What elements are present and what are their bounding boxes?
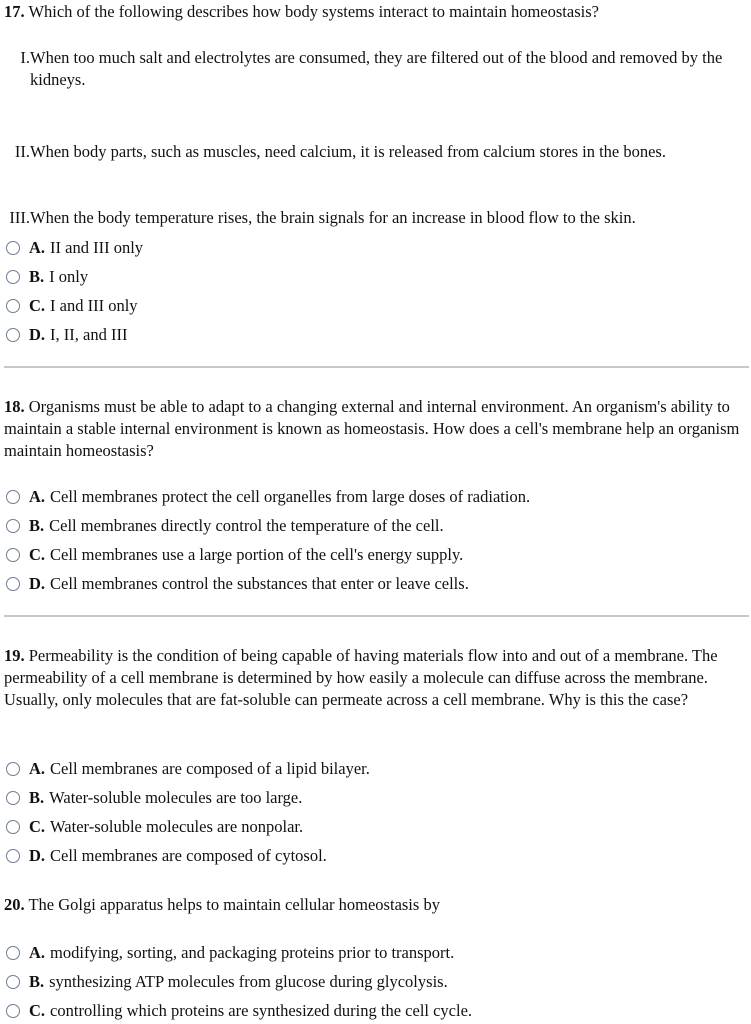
radio-button-icon[interactable] bbox=[6, 762, 20, 776]
option-letter: D. bbox=[29, 325, 46, 344]
option-text: I and III only bbox=[50, 296, 138, 315]
option-19-d[interactable] bbox=[6, 845, 327, 867]
radio-button-icon[interactable] bbox=[6, 490, 20, 504]
radio-button-icon[interactable] bbox=[6, 548, 20, 562]
question-stem bbox=[4, 396, 744, 462]
option-text: I only bbox=[49, 267, 89, 286]
option-letter: C. bbox=[29, 296, 46, 315]
option-text: II and III only bbox=[50, 238, 144, 257]
option-19-c[interactable] bbox=[6, 816, 303, 838]
radio-button-icon[interactable] bbox=[6, 270, 20, 284]
question-text: Permeability is the condition of being capable of having materials flow into and out of a membrane. The permeability of a cell membrane is determined by how easily a molecule can diffuse across the membrane. Usually, only molecules that are fat-soluble can permeate across a cell membrane. Why is this the case? bbox=[4, 646, 718, 709]
option-text: Water-soluble molecules are too large. bbox=[49, 788, 303, 807]
option-text: I, II, and III bbox=[50, 325, 128, 344]
option-text: Cell membranes are composed of a lipid bilayer. bbox=[50, 759, 370, 778]
radio-button-icon[interactable] bbox=[6, 820, 20, 834]
question-text: Organisms must be able to adapt to a changing external and internal environment. An organism's ability to maintain a stable internal environment is known as homeostasis. How does a cell's membrane help an organism maintain homeostasis? bbox=[4, 397, 740, 460]
option-20-b[interactable] bbox=[6, 971, 448, 993]
option-18-c[interactable] bbox=[6, 544, 463, 566]
option-text: modifying, sorting, and packaging proteins prior to transport. bbox=[50, 943, 455, 962]
option-17-c[interactable] bbox=[6, 295, 138, 317]
option-letter: C. bbox=[29, 1001, 46, 1020]
radio-button-icon[interactable] bbox=[6, 577, 20, 591]
radio-button-icon[interactable] bbox=[6, 519, 20, 533]
question-stem bbox=[4, 1, 744, 23]
option-text: Cell membranes protect the cell organelles from large doses of radiation. bbox=[50, 487, 531, 506]
question-number: 17. bbox=[4, 2, 25, 21]
statement-text: When the body temperature rises, the brain signals for an increase in blood flow to the skin. bbox=[30, 208, 636, 227]
radio-button-icon[interactable] bbox=[6, 241, 20, 255]
option-text: controlling which proteins are synthesized during the cell cycle. bbox=[50, 1001, 473, 1020]
question-number: 20. bbox=[4, 895, 25, 914]
option-letter: D. bbox=[29, 574, 46, 593]
option-letter: B. bbox=[29, 516, 45, 535]
question-text: The Golgi apparatus helps to maintain cellular homeostasis by bbox=[28, 895, 440, 914]
radio-button-icon[interactable] bbox=[6, 1004, 20, 1018]
option-20-a[interactable] bbox=[6, 942, 454, 964]
option-letter: A. bbox=[29, 943, 46, 962]
question-number: 18. bbox=[4, 397, 25, 416]
option-letter: A. bbox=[29, 238, 46, 257]
option-text: Water-soluble molecules are nonpolar. bbox=[50, 817, 304, 836]
question-stem bbox=[4, 645, 744, 711]
statement-numeral: II. bbox=[14, 142, 30, 161]
option-letter: D. bbox=[29, 846, 46, 865]
option-letter: C. bbox=[29, 545, 46, 564]
option-19-b[interactable] bbox=[6, 787, 302, 809]
statement-numeral: III. bbox=[9, 208, 30, 227]
statement-text: When too much salt and electrolytes are consumed, they are filtered out of the blood and removed by the kidneys. bbox=[30, 48, 723, 89]
radio-button-icon[interactable] bbox=[6, 299, 20, 313]
radio-button-icon[interactable] bbox=[6, 791, 20, 805]
option-letter: B. bbox=[29, 788, 45, 807]
radio-button-icon[interactable] bbox=[6, 975, 20, 989]
radio-button-icon[interactable] bbox=[6, 328, 20, 342]
option-17-d[interactable] bbox=[6, 324, 127, 346]
option-letter: C. bbox=[29, 817, 46, 836]
statement-text: When body parts, such as muscles, need calcium, it is released from calcium stores in the bones. bbox=[30, 142, 666, 161]
option-letter: A. bbox=[29, 487, 46, 506]
radio-button-icon[interactable] bbox=[6, 946, 20, 960]
option-text: synthesizing ATP molecules from glucose during glycolysis. bbox=[49, 972, 448, 991]
option-text: Cell membranes use a large portion of the cell's energy supply. bbox=[50, 545, 464, 564]
option-text: Cell membranes are composed of cytosol. bbox=[50, 846, 327, 865]
option-17-a[interactable] bbox=[6, 237, 143, 259]
option-20-c[interactable] bbox=[6, 1000, 472, 1022]
option-19-a[interactable] bbox=[6, 758, 370, 780]
question-text: Which of the following describes how body systems interact to maintain homeostasis? bbox=[28, 2, 599, 21]
option-text: Cell membranes control the substances that enter or leave cells. bbox=[50, 574, 469, 593]
question-number: 19. bbox=[4, 646, 25, 665]
option-18-b[interactable] bbox=[6, 515, 444, 537]
option-letter: B. bbox=[29, 972, 45, 991]
option-17-b[interactable] bbox=[6, 266, 88, 288]
radio-button-icon[interactable] bbox=[6, 849, 20, 863]
statement-numeral: I. bbox=[20, 48, 30, 67]
option-letter: B. bbox=[29, 267, 45, 286]
question-divider bbox=[4, 615, 749, 617]
option-18-a[interactable] bbox=[6, 486, 530, 508]
option-text: Cell membranes directly control the temperature of the cell. bbox=[49, 516, 444, 535]
question-divider bbox=[4, 366, 749, 368]
option-letter: A. bbox=[29, 759, 46, 778]
question-stem bbox=[4, 894, 744, 916]
option-18-d[interactable] bbox=[6, 573, 469, 595]
